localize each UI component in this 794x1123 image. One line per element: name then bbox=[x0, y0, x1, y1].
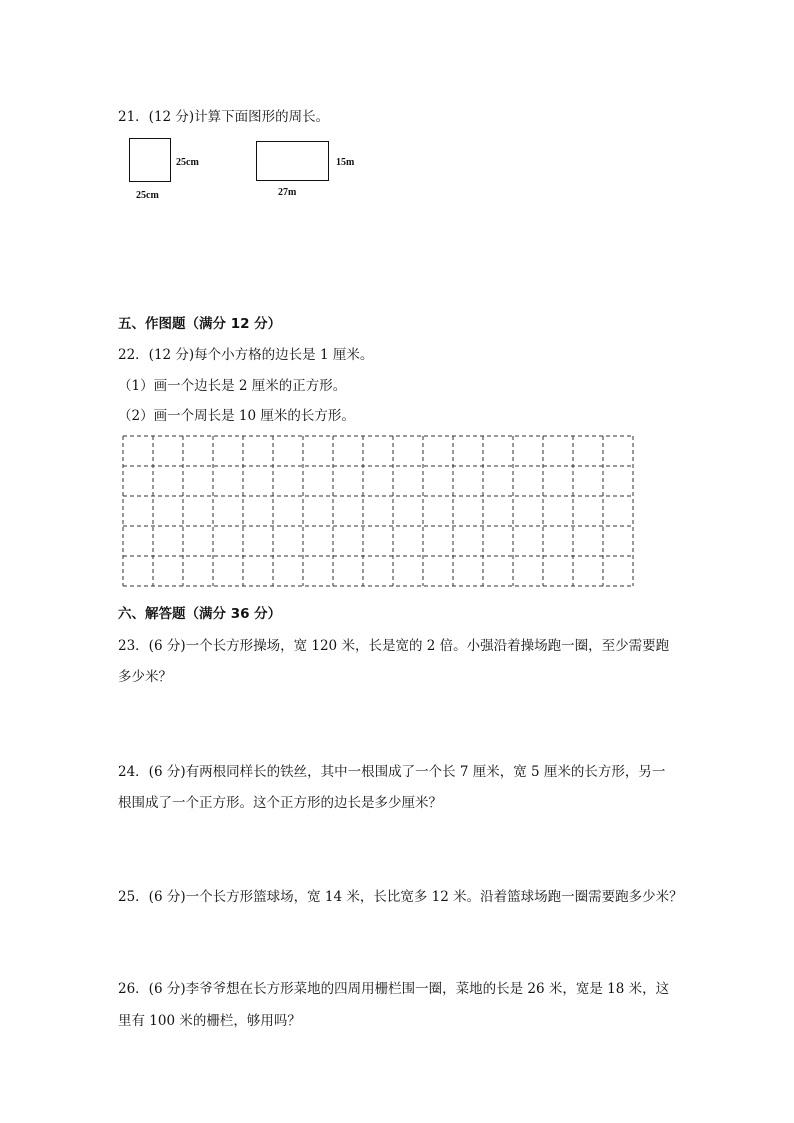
q22-sub2: （2）画一个周长是 10 厘米的长方形。 bbox=[118, 408, 355, 424]
q21-text: 21．(12 分)计算下面图形的周长。 bbox=[118, 109, 330, 125]
q25-line1: 25．(6 分)一个长方形篮球场，宽 14 米，长比宽多 12 米。沿着篮球场跑一圈需要跑多少米？ bbox=[118, 889, 683, 905]
q24-line1: 24．(6 分)有两根同样长的铁丝，其中一根围成了一个长 7 厘米，宽 5 厘米的长方形，另一 bbox=[118, 764, 666, 780]
q24-line2: 根围成了一个正方形。这个正方形的边长是多少厘米？ bbox=[118, 795, 442, 811]
rectangle-figure bbox=[256, 141, 329, 181]
rectangle-side-label: 15m bbox=[336, 157, 355, 168]
square-bottom-label: 25cm bbox=[136, 190, 159, 201]
section5-heading: 五、作图题（满分 12 分） bbox=[118, 316, 282, 332]
rectangle-bottom-label: 27m bbox=[278, 187, 297, 198]
section6-heading: 六、解答题（满分 36 分） bbox=[118, 606, 282, 622]
dashed-grid bbox=[122, 435, 640, 587]
square-side-label: 25cm bbox=[176, 157, 199, 168]
q22-sub1: （1）画一个边长是 2 厘米的正方形。 bbox=[118, 378, 347, 394]
q22-text: 22．(12 分)每个小方格的边长是 1 厘米。 bbox=[118, 347, 374, 363]
q26-line1: 26．(6 分)李爷爷想在长方形菜地的四周用栅栏围一圈，菜地的长是 26 米，宽是 18 米，这 bbox=[118, 981, 670, 997]
q26-line2: 里有 100 米的栅栏，够用吗？ bbox=[118, 1013, 301, 1029]
square-figure bbox=[129, 138, 171, 182]
q23-line2: 多少米？ bbox=[118, 669, 172, 685]
q23-line1: 23．(6 分)一个长方形操场，宽 120 米，长是宽的 2 倍。小强沿着操场跑一圈，至少需要跑 bbox=[118, 638, 670, 654]
